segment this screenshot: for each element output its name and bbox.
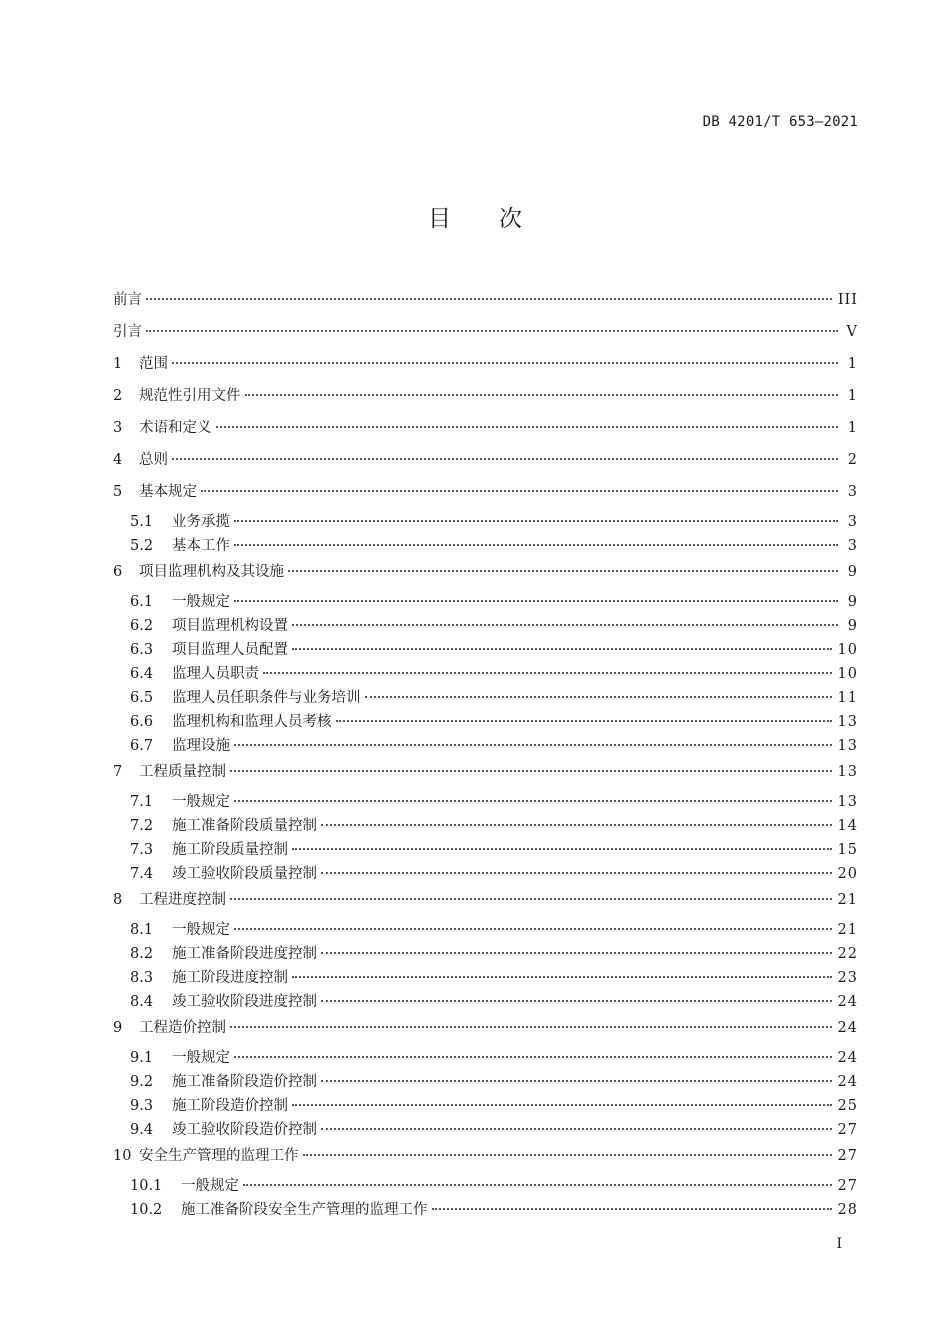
table-of-contents — [113, 286, 858, 1222]
toc-subentry[interactable] — [113, 1046, 858, 1070]
toc-entry-number: 5.2 — [130, 538, 154, 554]
toc-subentry[interactable] — [113, 790, 858, 814]
dot-leader — [234, 520, 838, 522]
toc-entry-page: 9 — [847, 594, 858, 610]
toc-entry[interactable] — [113, 318, 858, 350]
toc-entry-number: 7.4 — [130, 866, 154, 882]
dot-leader — [230, 898, 832, 900]
toc-entry-label: 竣工验收阶段质量控制 — [172, 866, 317, 882]
dot-leader — [292, 976, 832, 978]
toc-entry-number: 6.2 — [130, 618, 154, 634]
toc-entry-number: 2 — [113, 388, 123, 404]
toc-entry-page: III — [837, 292, 858, 308]
dot-leader — [263, 672, 832, 674]
toc-entry-number: 10.2 — [130, 1202, 163, 1218]
toc-entry-page: 13 — [837, 764, 858, 780]
toc-entry-number: 8.3 — [130, 970, 154, 986]
dot-leader — [234, 600, 838, 602]
dot-leader — [432, 1208, 832, 1210]
toc-entry-number: 9 — [113, 1020, 123, 1036]
dot-leader — [234, 744, 832, 746]
toc-entry[interactable] — [113, 286, 858, 318]
toc-entry-label: 竣工验收阶段进度控制 — [172, 994, 317, 1010]
dot-leader — [321, 1000, 832, 1002]
toc-entry-page: 1 — [847, 388, 858, 404]
document-code: DB 4201/T 653—2021 — [702, 114, 858, 130]
toc-entry-number: 5 — [113, 484, 123, 500]
toc-entry-number: 6.1 — [130, 594, 154, 610]
toc-entry-number: 6.4 — [130, 666, 154, 682]
toc-subentry[interactable] — [113, 942, 858, 966]
toc-entry-label: 监理设施 — [172, 738, 230, 754]
toc-entry-page: 28 — [837, 1202, 858, 1218]
toc-entry[interactable] — [113, 350, 858, 382]
dot-leader — [292, 1104, 832, 1106]
toc-entry-page: 1 — [847, 356, 858, 372]
toc-entry-number: 8.1 — [130, 922, 154, 938]
toc-entry-label: 施工准备阶段造价控制 — [172, 1074, 317, 1090]
dot-leader — [292, 624, 838, 626]
toc-entry-label: 竣工验收阶段造价控制 — [172, 1122, 317, 1138]
toc-entry-label: 总则 — [139, 452, 168, 468]
toc-entry-page: 2 — [847, 452, 858, 468]
toc-subentry[interactable] — [113, 710, 858, 734]
toc-entry-label: 监理机构和监理人员考核 — [172, 714, 332, 730]
dot-leader — [245, 394, 839, 396]
toc-entry-page: 24 — [837, 994, 858, 1010]
toc-entry-page: 15 — [837, 842, 858, 858]
toc-entry-label: 一般规定 — [172, 794, 230, 810]
toc-entry-page: 10 — [837, 642, 858, 658]
toc-entry-label: 工程进度控制 — [139, 892, 226, 908]
toc-entry-number: 7.3 — [130, 842, 154, 858]
toc-entry-number: 6.7 — [130, 738, 154, 754]
toc-entry-label: 施工准备阶段进度控制 — [172, 946, 317, 962]
toc-entry[interactable] — [113, 558, 858, 590]
toc-subentry[interactable] — [113, 638, 858, 662]
toc-entry-page: 27 — [837, 1122, 858, 1138]
dot-leader — [321, 1128, 832, 1130]
toc-subentry[interactable] — [113, 510, 858, 534]
dot-leader — [321, 952, 832, 954]
toc-subentry[interactable] — [113, 1118, 858, 1142]
toc-entry-page: 22 — [837, 946, 858, 962]
toc-entry-page: 3 — [847, 484, 858, 500]
toc-entry-number: 6 — [113, 564, 123, 580]
toc-entry[interactable] — [113, 414, 858, 446]
toc-subentry[interactable] — [113, 862, 858, 886]
toc-entry-page: V — [846, 324, 858, 340]
toc-entry-page: 9 — [847, 564, 858, 580]
toc-entry-label: 项目监理机构及其设施 — [139, 564, 284, 580]
toc-subentry[interactable] — [113, 966, 858, 990]
toc-entry-label: 一般规定 — [172, 1050, 230, 1066]
toc-entry-label: 范围 — [139, 356, 168, 372]
toc-entry-page: 25 — [837, 1098, 858, 1114]
dot-leader — [234, 544, 838, 546]
toc-entry-number: 7 — [113, 764, 123, 780]
dot-leader — [146, 330, 838, 332]
toc-entry-page: 1 — [847, 420, 858, 436]
toc-entry-page: 23 — [837, 970, 858, 986]
dot-leader — [321, 872, 832, 874]
toc-entry[interactable] — [113, 446, 858, 478]
toc-entry-page: 13 — [837, 714, 858, 730]
toc-entry-label: 施工阶段质量控制 — [172, 842, 288, 858]
dot-leader — [201, 490, 838, 492]
toc-subentry[interactable] — [113, 1094, 858, 1118]
toc-subentry[interactable] — [113, 734, 858, 758]
toc-subentry[interactable] — [113, 662, 858, 686]
toc-subentry[interactable] — [113, 590, 858, 614]
toc-entry-label: 监理人员职责 — [172, 666, 259, 682]
toc-entry-number: 9.3 — [130, 1098, 154, 1114]
dot-leader — [230, 1026, 832, 1028]
toc-entry-page: 24 — [837, 1074, 858, 1090]
toc-subentry[interactable] — [113, 614, 858, 638]
toc-entry-number: 8.2 — [130, 946, 154, 962]
toc-entry-page: 13 — [837, 738, 858, 754]
toc-entry-number: 8 — [113, 892, 123, 908]
toc-entry-page: 21 — [837, 892, 858, 908]
toc-entry-label: 工程造价控制 — [139, 1020, 226, 1036]
dot-leader — [321, 1080, 832, 1082]
dot-leader — [172, 458, 838, 460]
toc-entry-page: 24 — [837, 1050, 858, 1066]
dot-leader — [303, 1154, 832, 1156]
dot-leader — [243, 1184, 832, 1186]
toc-entry[interactable] — [113, 1014, 858, 1046]
toc-entry-page: 21 — [837, 922, 858, 938]
dot-leader — [146, 298, 832, 300]
toc-entry-number: 9.4 — [130, 1122, 154, 1138]
toc-entry-label: 前言 — [113, 292, 142, 308]
toc-entry[interactable] — [113, 758, 858, 790]
toc-entry-page: 10 — [837, 666, 858, 682]
toc-entry-page: 9 — [847, 618, 858, 634]
toc-entry-number: 3 — [113, 420, 123, 436]
dot-leader — [292, 648, 832, 650]
toc-entry-label: 项目监理人员配置 — [172, 642, 288, 658]
toc-entry[interactable] — [113, 886, 858, 918]
toc-entry-page: 20 — [837, 866, 858, 882]
toc-entry-label: 项目监理机构设置 — [172, 618, 288, 634]
toc-entry-label: 施工准备阶段质量控制 — [172, 818, 317, 834]
dot-leader — [321, 824, 832, 826]
toc-entry-page: 13 — [837, 794, 858, 810]
toc-entry[interactable] — [113, 382, 858, 414]
toc-entry[interactable] — [113, 1142, 858, 1174]
toc-entry-label: 安全生产管理的监理工作 — [139, 1148, 299, 1164]
toc-subentry[interactable] — [113, 990, 858, 1014]
toc-entry-number: 1 — [113, 356, 123, 372]
toc-entry-number: 7.1 — [130, 794, 154, 810]
toc-entry-page: 11 — [837, 690, 858, 706]
toc-subentry[interactable] — [113, 1198, 858, 1222]
toc-subentry[interactable] — [113, 686, 858, 710]
toc-subentry[interactable] — [113, 1070, 858, 1094]
toc-entry-page: 27 — [837, 1148, 858, 1164]
dot-leader — [292, 848, 832, 850]
toc-entry-label: 基本规定 — [139, 484, 197, 500]
toc-entry-label: 施工阶段造价控制 — [172, 1098, 288, 1114]
page-title: 目次 — [428, 206, 570, 232]
toc-entry-number: 6.6 — [130, 714, 154, 730]
dot-leader — [216, 426, 839, 428]
dot-leader — [234, 928, 832, 930]
dot-leader — [234, 1056, 832, 1058]
toc-entry-label: 施工阶段进度控制 — [172, 970, 288, 986]
toc-entry-page: 27 — [837, 1178, 858, 1194]
toc-entry-page: 3 — [847, 514, 858, 530]
toc-entry-number: 7.2 — [130, 818, 154, 834]
dot-leader — [230, 770, 832, 772]
toc-entry-number: 9.2 — [130, 1074, 154, 1090]
toc-entry-label: 引言 — [113, 324, 142, 340]
toc-entry-number: 10.1 — [130, 1178, 163, 1194]
dot-leader — [172, 362, 838, 364]
toc-entry-label: 一般规定 — [172, 594, 230, 610]
toc-entry[interactable] — [113, 478, 858, 510]
toc-entry-label: 业务承揽 — [172, 514, 230, 530]
toc-entry-label: 一般规定 — [172, 922, 230, 938]
toc-subentry[interactable] — [113, 1174, 858, 1198]
toc-entry-label: 规范性引用文件 — [139, 388, 241, 404]
toc-entry-number: 5.1 — [130, 514, 154, 530]
toc-subentry[interactable] — [113, 918, 858, 942]
dot-leader — [365, 696, 832, 698]
toc-entry-page: 3 — [847, 538, 858, 554]
toc-subentry[interactable] — [113, 838, 858, 862]
toc-entry-number: 10 — [113, 1148, 132, 1164]
toc-entry-label: 监理人员任职条件与业务培训 — [172, 690, 361, 706]
toc-subentry[interactable] — [113, 814, 858, 838]
toc-entry-label: 施工准备阶段安全生产管理的监理工作 — [181, 1202, 428, 1218]
toc-entry-label: 一般规定 — [181, 1178, 239, 1194]
toc-subentry[interactable] — [113, 534, 858, 558]
toc-entry-number: 6.3 — [130, 642, 154, 658]
dot-leader — [234, 800, 832, 802]
dot-leader — [288, 570, 838, 572]
toc-entry-page: 24 — [837, 1020, 858, 1036]
toc-entry-number: 9.1 — [130, 1050, 154, 1066]
toc-entry-label: 工程质量控制 — [139, 764, 226, 780]
toc-entry-page: 14 — [837, 818, 858, 834]
dot-leader — [336, 720, 832, 722]
toc-entry-label: 术语和定义 — [139, 420, 212, 436]
toc-entry-number: 8.4 — [130, 994, 154, 1010]
page-number: I — [836, 1236, 842, 1252]
toc-entry-number: 6.5 — [130, 690, 154, 706]
toc-entry-number: 4 — [113, 452, 123, 468]
toc-entry-label: 基本工作 — [172, 538, 230, 554]
